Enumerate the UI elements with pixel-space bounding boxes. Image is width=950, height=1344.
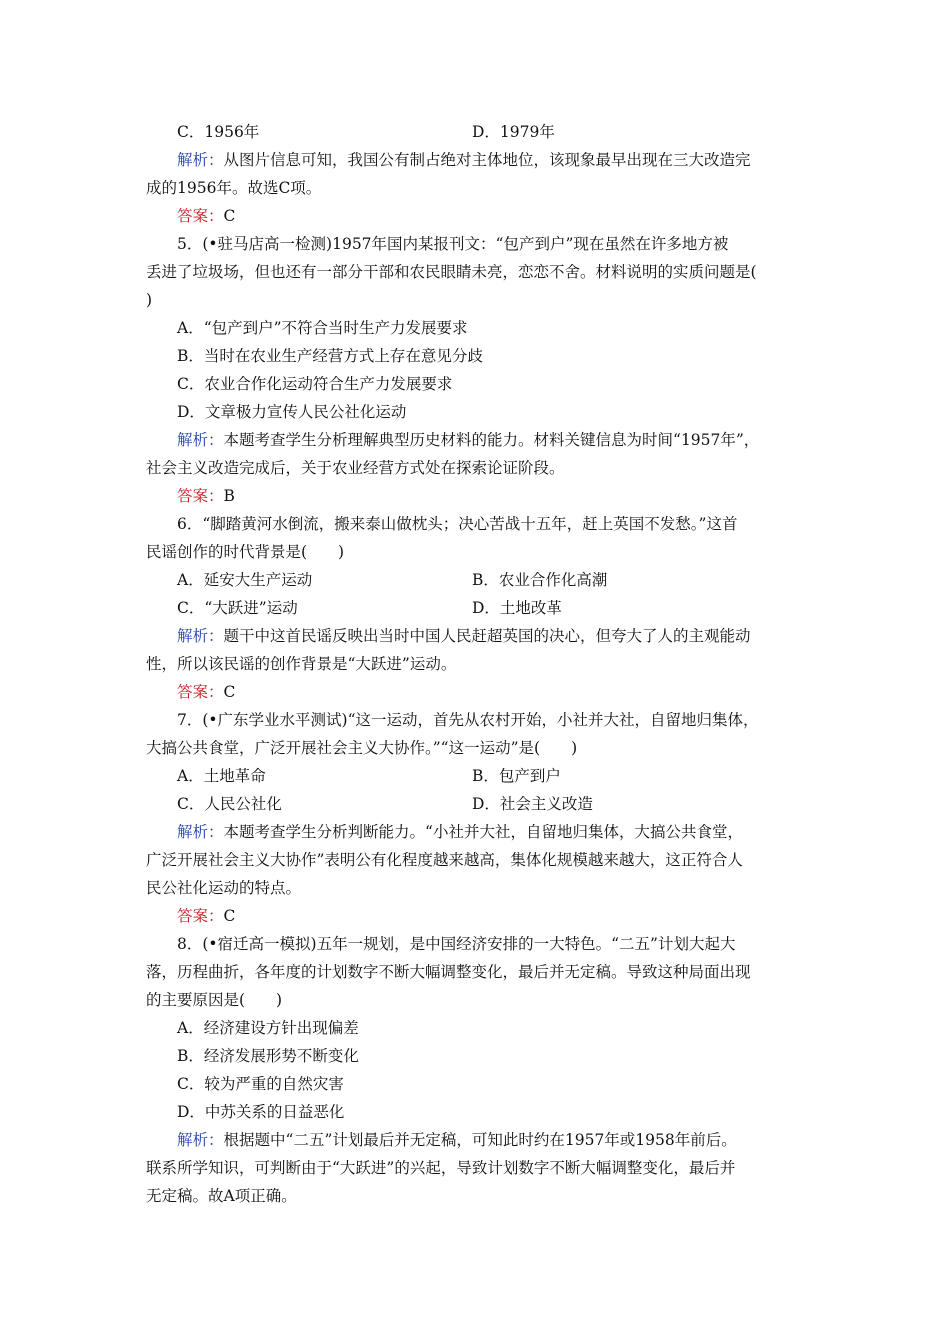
q5-option-a: A．“包产到户”不符合当时生产力发展要求 xyxy=(177,319,468,337)
q8-stem-line-2: 落，历程曲折，各年度的计划数字不断大幅调整变化，最后并无定稿。导致这种局面出现 xyxy=(146,963,751,981)
q8-option-b: B．经济发展形势不断变化 xyxy=(177,1047,359,1065)
q7-stem-line-2: 大搞公共食堂，广泛开展社会主义大协作。”“这一运动”是( ) xyxy=(146,739,578,757)
q7-option-a: A．土地革命 xyxy=(177,767,266,785)
analysis-label: 解析： xyxy=(177,627,224,645)
q5-option-b: B．当时在农业生产经营方式上存在意见分歧 xyxy=(177,347,483,365)
q7-answer: 答案：C xyxy=(177,907,236,925)
q5-option-d: D．文章极力宣传人民公社化运动 xyxy=(177,403,407,421)
q8-analysis-line-3: 无定稿。故A项正确。 xyxy=(146,1187,297,1205)
answer-label: 答案： xyxy=(177,487,224,505)
q7-analysis-line-3: 民公社化运动的特点。 xyxy=(146,879,302,897)
q5-stem-line-3: ) xyxy=(146,291,153,309)
q6-analysis-line-2: 性，所以该民谣的创作背景是“大跃进”运动。 xyxy=(146,655,457,673)
q5-option-c: C．农业合作化运动符合生产力发展要求 xyxy=(177,375,453,393)
answer-label: 答案： xyxy=(177,207,224,225)
analysis-label: 解析： xyxy=(177,823,224,841)
q7-option-d: D．社会主义改造 xyxy=(472,795,593,813)
analysis-label: 解析： xyxy=(177,151,224,169)
analysis-label: 解析： xyxy=(177,1131,224,1149)
q5-analysis-line-2: 社会主义改造完成后，关于农业经营方式处在探索论证阶段。 xyxy=(146,459,565,477)
q8-stem-line-1: 8．(•宿迁高一模拟)五年一规划，是中国经济安排的一大特色。“二五”计划大起大 xyxy=(177,935,736,953)
q6-option-a: A．延安大生产运动 xyxy=(177,571,313,589)
q8-stem-line-3: 的主要原因是( ) xyxy=(146,991,283,1009)
q7-analysis-line-2: 广泛开展社会主义大协作”表明公有化程度越来越高，集体化规模越来越大，这正符合人 xyxy=(146,851,743,869)
q5-stem-line-2: 丢进了垃圾场，但也还有一部分干部和农民眼睛未亮，恋恋不舍。材料说明的实质问题是( xyxy=(146,263,757,281)
q8-option-a: A．经济建设方针出现偏差 xyxy=(177,1019,359,1037)
q6-option-d: D．土地改革 xyxy=(472,599,562,617)
q7-analysis-line-1: 解析：本题考查学生分析判断能力。“小社并大社，自留地归集体，大搞公共食堂， xyxy=(177,823,743,841)
q4-analysis-line-2: 成的1956年。故选C项。 xyxy=(146,179,322,197)
q4-option-c: C．1956年 xyxy=(177,123,260,141)
q4-option-d: D．1979年 xyxy=(472,123,555,141)
q5-stem-line-1: 5．(•驻马店高一检测)1957年国内某报刊文：“包产到户”现在虽然在许多地方被 xyxy=(177,235,729,253)
q4-analysis-line-1: 解析：从图片信息可知，我国公有制占绝对主体地位，该现象最早出现在三大改造完 xyxy=(177,151,751,169)
q8-analysis-line-1: 解析：根据题中“二五”计划最后并无定稿，可知此时约在1957年或1958年前后。 xyxy=(177,1131,737,1149)
q8-option-d: D．中苏关系的日益恶化 xyxy=(177,1103,345,1121)
q5-answer: 答案：B xyxy=(177,487,235,505)
q6-stem-line-1: 6．“脚踏黄河水倒流，搬来泰山做枕头；决心苦战十五年，赶上英国不发愁。”这首 xyxy=(177,515,738,533)
analysis-label: 解析： xyxy=(177,431,224,449)
q5-analysis-line-1: 解析：本题考查学生分析理解典型历史材料的能力。材料关键信息为时间“1957年”， xyxy=(177,431,760,449)
answer-label: 答案： xyxy=(177,683,224,701)
q6-option-b: B．农业合作化高潮 xyxy=(472,571,608,589)
q8-analysis-line-2: 联系所学知识，可判断由于“大跃进”的兴起，导致计划数字不断大幅调整变化，最后并 xyxy=(146,1159,736,1177)
q6-analysis-line-1: 解析：题干中这首民谣反映出当时中国人民赶超英国的决心，但夸大了人的主观能动 xyxy=(177,627,751,645)
q6-answer: 答案：C xyxy=(177,683,236,701)
q6-option-c: C．“大跃进”运动 xyxy=(177,599,298,617)
q6-stem-line-2: 民谣创作的时代背景是( ) xyxy=(146,543,345,561)
q4-answer: 答案：C xyxy=(177,207,236,225)
q7-option-c: C．人民公社化 xyxy=(177,795,282,813)
answer-label: 答案： xyxy=(177,907,224,925)
q8-option-c: C．较为严重的自然灾害 xyxy=(177,1075,344,1093)
q7-option-b: B．包产到户 xyxy=(472,767,561,785)
q7-stem-line-1: 7．(•广东学业水平测试)“这一运动，首先从农村开始，小社并大社，自留地归集体， xyxy=(177,711,759,729)
